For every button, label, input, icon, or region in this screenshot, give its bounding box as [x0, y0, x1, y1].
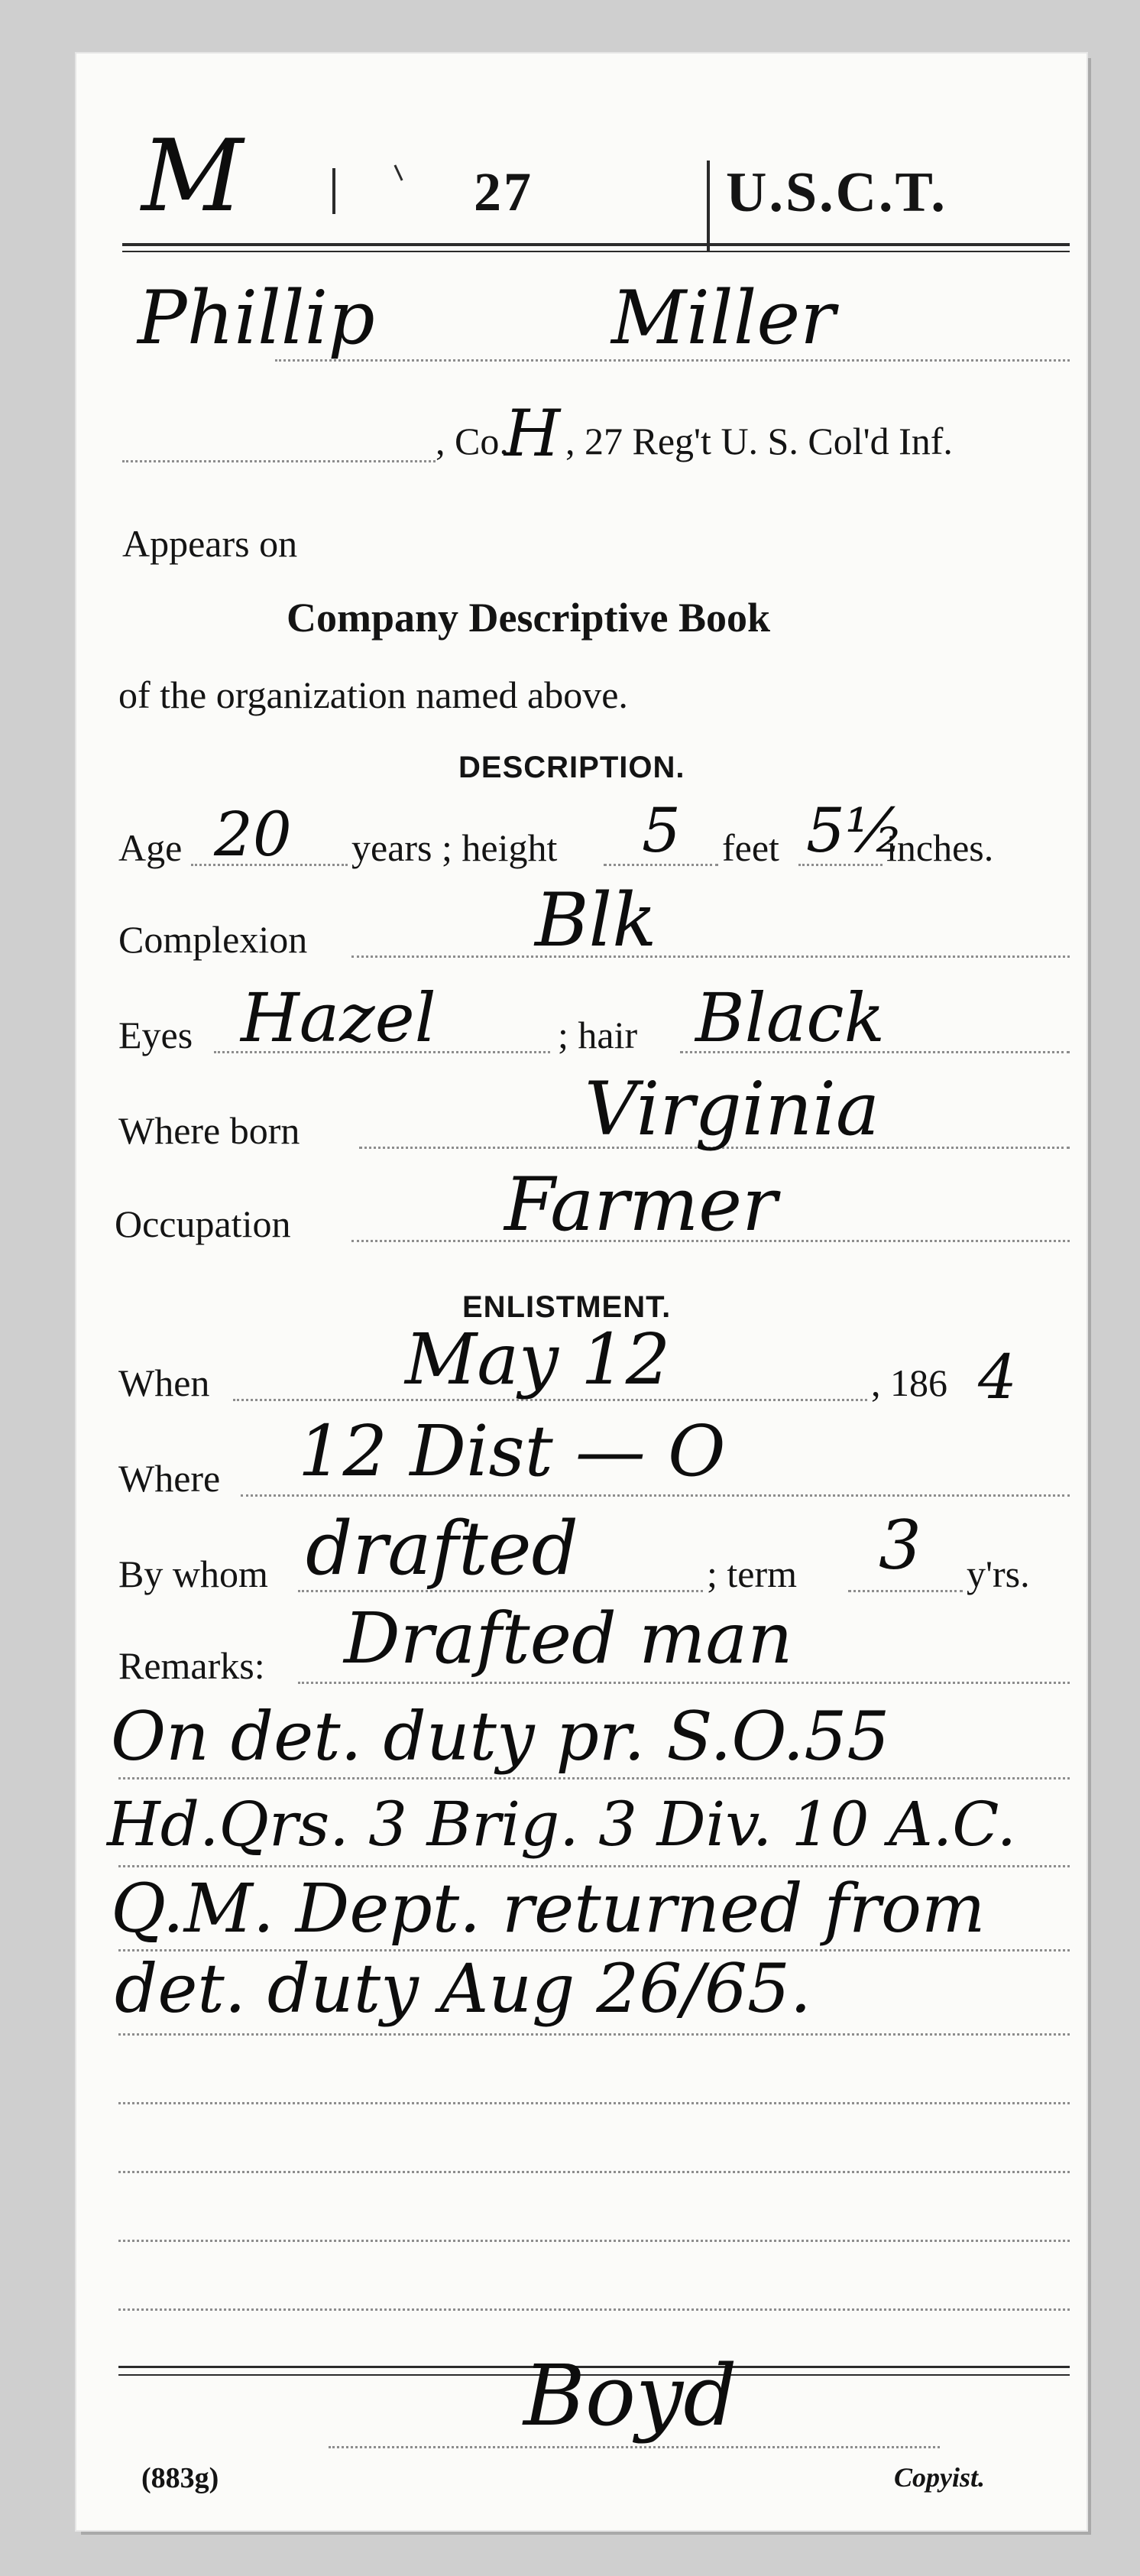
copyist-label: Copyist. — [894, 2462, 986, 2493]
name-dotted-line — [275, 359, 1070, 362]
year-prefix: , 186 — [871, 1361, 947, 1404]
occupation-label: Occupation — [115, 1202, 291, 1245]
remarks-blank-1 — [298, 1682, 1070, 1684]
header-initial: M — [141, 118, 244, 234]
remarks-blank-2 — [118, 1777, 1070, 1780]
unit-abbrev: U.S.C.T. — [726, 161, 947, 224]
where-blank — [241, 1494, 1070, 1497]
remarks-blank-8 — [118, 2240, 1070, 2242]
hair-value: Black — [695, 978, 885, 1057]
header-rule-bottom — [122, 251, 1070, 252]
term-label: ; term — [707, 1552, 798, 1595]
form-number: (883g) — [141, 2462, 219, 2494]
company-prefix: , Co. — [436, 420, 509, 462]
eyes-value: Hazel — [241, 978, 436, 1057]
enlistment-heading: ENLISTMENT. — [462, 1290, 672, 1324]
inches-label: inches. — [886, 826, 994, 869]
yrs-label: y'rs. — [967, 1552, 1030, 1595]
descriptive-card — [76, 54, 1087, 2530]
term-blank — [848, 1590, 963, 1592]
remarks-blank-9 — [118, 2308, 1070, 2311]
remarks-label: Remarks: — [118, 1644, 265, 1687]
company-letter: H — [504, 396, 561, 471]
remarks-line-3: Hd.Qrs. 3 Brig. 3 Div. 10 A.C. — [107, 1789, 1016, 1860]
header-divider — [707, 161, 710, 252]
remarks-blank-6 — [118, 2102, 1070, 2104]
age-label: Age — [118, 826, 183, 869]
where-label: Where — [118, 1457, 221, 1500]
remarks-blank-5 — [118, 2033, 1070, 2036]
name-last: Miller — [611, 275, 836, 361]
header-rule-top — [122, 243, 1070, 246]
remarks-line-2: On det. duty pr. S.O.55 — [111, 1697, 890, 1776]
when-label: When — [118, 1361, 210, 1404]
complexion-label: Complexion — [118, 918, 308, 961]
appears-on: Appears on — [122, 522, 298, 565]
header-tick-2 — [393, 164, 403, 180]
description-heading: DESCRIPTION. — [458, 751, 685, 784]
regiment-number: 27 — [474, 161, 533, 222]
years-height-label: years ; height — [351, 826, 558, 869]
age-value: 20 — [214, 799, 292, 870]
remarks-line-5: det. duty Aug 26/65. — [115, 1949, 811, 2028]
height-inches: 5½ — [806, 795, 905, 866]
copyist-signature: Boyd — [523, 2347, 737, 2445]
remarks-blank-7 — [118, 2171, 1070, 2173]
copyist-blank — [329, 2446, 940, 2448]
remarks-line-1: Drafted man — [344, 1598, 793, 1679]
book-title: Company Descriptive Book — [287, 595, 770, 641]
feet-label: feet — [722, 826, 779, 869]
complexion-blank — [351, 955, 1070, 958]
name-first: Phillip — [138, 275, 375, 361]
where-born-label: Where born — [118, 1109, 300, 1152]
term-value: 3 — [879, 1506, 921, 1585]
when-value: May 12 — [405, 1319, 671, 1400]
hair-label: ; hair — [558, 1014, 638, 1056]
complexion-value: Blk — [535, 878, 657, 963]
company-blank — [122, 460, 436, 462]
eyes-label: Eyes — [118, 1014, 193, 1056]
year-digit: 4 — [978, 1342, 1017, 1413]
height-feet: 5 — [642, 795, 681, 866]
remarks-line-4: Q.M. Dept. returned from — [111, 1869, 986, 1948]
header-tick — [332, 168, 335, 214]
occupation-value: Farmer — [504, 1162, 777, 1247]
regiment-line: , 27 Reg't U. S. Col'd Inf. — [565, 420, 953, 462]
by-whom-value: drafted — [306, 1506, 578, 1591]
organization-line: of the organization named above. — [118, 673, 628, 716]
where-born-value: Virginia — [585, 1066, 880, 1152]
by-whom-label: By whom — [118, 1552, 268, 1595]
where-value: 12 Dist — O — [298, 1410, 726, 1492]
remarks-blank-3 — [118, 1865, 1070, 1867]
